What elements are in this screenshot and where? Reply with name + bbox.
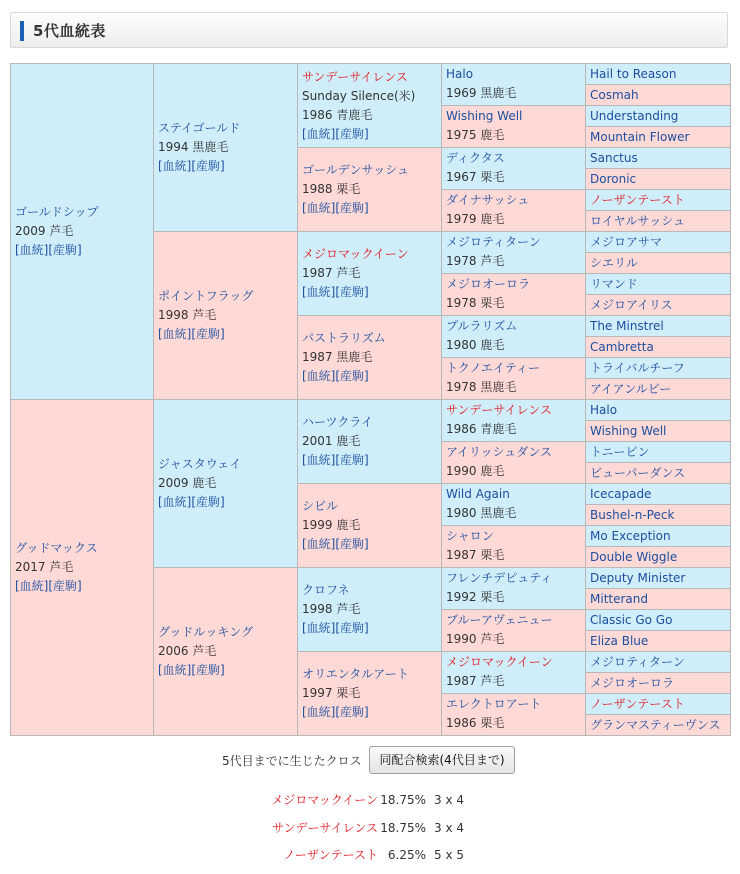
- cross-percentage: 18.75%: [380, 821, 426, 835]
- horse-links: [302, 451, 437, 470]
- gen4-cell: [442, 316, 586, 358]
- gen3-cell: [298, 232, 442, 316]
- horse-year-color: 1997 栗毛: [302, 686, 361, 700]
- horse-links: [158, 157, 293, 176]
- horse-name-link[interactable]: シャロン: [446, 529, 494, 543]
- horse-name-link[interactable]: メジロティターン: [446, 235, 541, 249]
- horse-name-link[interactable]: Sanctus: [590, 151, 638, 165]
- horse-name-link[interactable]: サンデーサイレンス: [302, 69, 408, 84]
- horse-name-link[interactable]: フレンチデピュティ: [446, 571, 553, 585]
- section-header: [10, 12, 728, 48]
- pedigree-link[interactable]: [血統]: [302, 621, 336, 635]
- gen5-cell: [586, 295, 731, 316]
- horse-name-link[interactable]: ロイヤルサッシュ: [590, 214, 686, 228]
- pedigree-link[interactable]: [血統]: [302, 285, 336, 299]
- gen5-cell: [586, 211, 731, 232]
- horse-name-link[interactable]: シエリル: [590, 256, 639, 270]
- gen5-cell: [586, 673, 731, 694]
- gen4-cell: [442, 358, 586, 400]
- gen5-cell: [586, 400, 731, 421]
- horse-name-link[interactable]: プルラリズム: [446, 319, 518, 333]
- gen4-cell: [442, 652, 586, 694]
- gen5-cell: [586, 337, 731, 358]
- page-title: 5代血統表: [33, 22, 106, 40]
- offspring-link[interactable]: [産駒]: [335, 621, 369, 635]
- horse-year-color: 1980 鹿毛: [446, 338, 505, 352]
- horse-name-link[interactable]: オリエンタルアート: [302, 667, 409, 681]
- gen3-cell: [298, 400, 442, 484]
- horse-year-color: 1969 黒鹿毛: [446, 86, 517, 100]
- cross-item: [0, 819, 740, 837]
- gen3-cell: [298, 568, 442, 652]
- cross-percentage: 18.75%: [380, 793, 426, 807]
- gen4-cell: [442, 106, 586, 148]
- gen5-cell: [586, 547, 731, 568]
- horse-year-color: 1987 芦毛: [302, 266, 361, 280]
- horse-links: [302, 367, 437, 386]
- horse-year-color: 1967 栗毛: [446, 170, 505, 184]
- horse-links: [302, 535, 437, 554]
- horse-year-color: 1978 黒鹿毛: [446, 380, 517, 394]
- gen5-cell: [586, 64, 731, 85]
- horse-year-color: 1987 黒鹿毛: [302, 350, 373, 364]
- gen5-cell: [586, 169, 731, 190]
- cross-generation: 3 x 4: [434, 793, 464, 807]
- horse-year-color: 2001 鹿毛: [302, 434, 361, 448]
- horse-year-color: 1987 芦毛: [446, 674, 505, 688]
- horse-english-name: Sunday Silence(米): [302, 88, 416, 103]
- horse-year-color: 1990 鹿毛: [446, 464, 505, 478]
- horse-name-link[interactable]: クロフネ: [302, 583, 350, 597]
- gen4-cell: [442, 274, 586, 316]
- offspring-link[interactable]: [産駒]: [335, 537, 369, 551]
- horse-year-color: 1999 鹿毛: [302, 518, 361, 532]
- gen4-cell: [442, 568, 586, 610]
- cross-generation: 3 x 4: [434, 821, 464, 835]
- gen4-cell: [442, 484, 586, 526]
- gen3-cell: [298, 652, 442, 736]
- horse-name-link[interactable]: The Minstrel: [590, 319, 664, 333]
- horse-name-link[interactable]: Icecapade: [590, 487, 652, 501]
- pedigree-link[interactable]: [血統]: [302, 201, 336, 215]
- horse-year-color: 1986 青鹿毛: [302, 107, 373, 122]
- gen5-cell: [586, 358, 731, 379]
- horse-links: [302, 283, 437, 302]
- horse-name-link[interactable]: ノーザンテースト: [590, 193, 685, 207]
- gen4-cell: [442, 694, 586, 736]
- offspring-link[interactable]: [産駒]: [191, 495, 225, 509]
- horse-name-link[interactable]: トライバルチーフ: [590, 361, 685, 375]
- horse-links: [302, 619, 437, 638]
- horse-year-color: 2006 芦毛: [158, 644, 217, 658]
- gen2-cell: [154, 64, 298, 232]
- cross-percentage: 6.25%: [387, 848, 426, 862]
- gen5-cell: [586, 148, 731, 169]
- pedigree-link[interactable]: [血統]: [158, 327, 192, 341]
- horse-name-link[interactable]: ハーツクライ: [302, 415, 374, 429]
- horse-name-link[interactable]: Wishing Well: [590, 424, 667, 438]
- horse-name-link[interactable]: ジャスタウェイ: [158, 457, 242, 471]
- horse-name-link[interactable]: Deputy Minister: [590, 571, 686, 585]
- horse-name-link[interactable]: Mitterand: [590, 592, 648, 606]
- gen5-cell: [586, 379, 731, 400]
- horse-links: [302, 703, 437, 722]
- horse-name-link[interactable]: Wishing Well: [446, 109, 523, 123]
- horse-year-color: 1987 栗毛: [446, 548, 505, 562]
- horse-name-link[interactable]: トニービン: [590, 445, 650, 459]
- gen5-cell: [586, 190, 731, 211]
- horse-name-link[interactable]: Double Wiggle: [590, 550, 678, 564]
- horse-name-link[interactable]: メジロマックイーン: [446, 655, 553, 669]
- horse-name-link[interactable]: ゴールデンサッシュ: [302, 163, 410, 177]
- offspring-link[interactable]: [産駒]: [191, 159, 225, 173]
- horse-name-link[interactable]: アイリッシュダンス: [446, 445, 552, 459]
- horse-name-link[interactable]: グランマスティーヴンス: [590, 718, 721, 732]
- gen5-cell: [586, 316, 731, 337]
- horse-year-color: 1992 栗毛: [446, 590, 505, 604]
- horse-name-link[interactable]: グッドルッキング: [158, 625, 254, 639]
- pedigree-link[interactable]: [血統]: [302, 705, 336, 719]
- horse-name-link[interactable]: シビル: [302, 499, 339, 513]
- horse-links: [158, 661, 293, 680]
- horse-name-link[interactable]: トクノエイティー: [446, 361, 540, 375]
- cross-label: 5代目までに生じたクロス: [222, 754, 362, 768]
- horse-name-link[interactable]: ビューパーダンス: [590, 466, 686, 480]
- cross-generation: 5 x 5: [434, 848, 464, 862]
- horse-name-link[interactable]: メジロティターン: [590, 655, 685, 669]
- pedigree-link[interactable]: [血統]: [302, 537, 336, 551]
- cross-horse-link[interactable]: メジロマックイーン: [271, 793, 378, 807]
- gen4-cell: [442, 400, 586, 442]
- gen5-cell: [586, 463, 731, 484]
- horse-name-link[interactable]: ステイゴールド: [158, 121, 241, 135]
- gen1-cell: [11, 64, 154, 400]
- horse-name-link[interactable]: Mo Exception: [590, 529, 671, 543]
- gen5-cell: [586, 274, 731, 295]
- pedigree-link[interactable]: [血統]: [15, 579, 49, 593]
- gen5-cell: [586, 505, 731, 526]
- gen5-cell: [586, 232, 731, 253]
- gen3-cell: [298, 484, 442, 568]
- pedigree-link[interactable]: [血統]: [158, 663, 192, 677]
- gen2-cell: [154, 400, 298, 568]
- pedigree-link[interactable]: [血統]: [158, 495, 192, 509]
- horse-year-color: 1986 青鹿毛: [446, 422, 517, 436]
- horse-name-link[interactable]: ダイナサッシュ: [446, 193, 530, 207]
- horse-year-color: 1980 黒鹿毛: [446, 506, 517, 520]
- horse-year-color: 1978 栗毛: [446, 296, 505, 310]
- horse-name-link[interactable]: サンデーサイレンス: [446, 403, 552, 417]
- gen3-cell: [298, 316, 442, 400]
- horse-links: [15, 241, 149, 260]
- offspring-link[interactable]: [産駒]: [48, 243, 82, 257]
- horse-year-color: 2017 芦毛: [15, 560, 74, 574]
- gen4-cell: [442, 232, 586, 274]
- horse-year-color: 1990 芦毛: [446, 632, 505, 646]
- cross-item: [0, 791, 740, 809]
- pedigree-link[interactable]: [血統]: [158, 159, 192, 173]
- cross-horse-link[interactable]: ノーザンテースト: [283, 848, 378, 862]
- gen5-cell: [586, 652, 731, 673]
- horse-year-color: 1975 鹿毛: [446, 128, 505, 142]
- horse-name-link[interactable]: Doronic: [590, 172, 637, 186]
- horse-year-color: 2009 鹿毛: [158, 476, 217, 490]
- horse-year-color: 1986 栗毛: [446, 716, 505, 730]
- horse-name-link[interactable]: グッドマックス: [15, 541, 98, 555]
- offspring-link[interactable]: [産駒]: [335, 369, 369, 383]
- offspring-link[interactable]: [産駒]: [48, 579, 82, 593]
- gen4-cell: [442, 148, 586, 190]
- horse-name-link[interactable]: メジロアイリス: [590, 298, 673, 312]
- horse-name-link[interactable]: メジロオーロラ: [590, 676, 675, 690]
- horse-year-color: 1988 栗毛: [302, 182, 361, 196]
- same-mating-search-button[interactable]: 同配合検索(4代目まで): [369, 746, 515, 774]
- horse-name-link[interactable]: メジロオーロラ: [446, 277, 531, 291]
- gen4-cell: [442, 442, 586, 484]
- offspring-link[interactable]: [産駒]: [335, 285, 369, 299]
- gen5-cell: [586, 85, 731, 106]
- pedigree-link[interactable]: [血統]: [15, 243, 49, 257]
- gen5-cell: [586, 631, 731, 652]
- horse-name-link[interactable]: アイアンルビー: [590, 382, 672, 396]
- gen4-cell: [442, 610, 586, 652]
- gen5-cell: [586, 127, 731, 148]
- horse-year-color: 1998 芦毛: [158, 308, 217, 322]
- horse-name-link[interactable]: ディクタス: [446, 151, 505, 165]
- horse-year-color: 1979 鹿毛: [446, 212, 505, 226]
- offspring-link[interactable]: [産駒]: [335, 201, 369, 215]
- gen5-cell: [586, 442, 731, 463]
- cross-item: [0, 846, 740, 864]
- horse-year-color: 1978 芦毛: [446, 254, 505, 268]
- horse-links: [15, 577, 149, 596]
- cross-horse-link[interactable]: サンデーサイレンス: [272, 821, 378, 835]
- horse-year-color: 1998 芦毛: [302, 602, 361, 616]
- horse-name-link[interactable]: Bushel-n-Peck: [590, 508, 675, 522]
- gen2-cell: [154, 568, 298, 736]
- gen3-cell: [298, 64, 442, 148]
- horse-year-color: 2009 芦毛: [15, 224, 74, 238]
- gen5-cell: [586, 694, 731, 715]
- offspring-link[interactable]: [産駒]: [191, 663, 225, 677]
- horse-name-link[interactable]: Cambretta: [590, 340, 654, 354]
- gen4-cell: [442, 526, 586, 568]
- gen4-cell: [442, 190, 586, 232]
- gen5-cell: [586, 484, 731, 505]
- gen1-cell: [11, 400, 154, 736]
- horse-name-link[interactable]: メジロマックイーン: [302, 247, 409, 261]
- horse-name-link[interactable]: ゴールドシップ: [15, 205, 99, 219]
- horse-year-color: 1994 黒鹿毛: [158, 140, 229, 154]
- gen2-cell: [154, 232, 298, 400]
- gen5-cell: [586, 610, 731, 631]
- horse-name-link[interactable]: Understanding: [590, 109, 679, 123]
- horse-links: [302, 199, 437, 218]
- gen5-cell: [586, 526, 731, 547]
- horse-links: [302, 125, 437, 144]
- horse-name-link[interactable]: メジロアサマ: [590, 235, 663, 249]
- horse-name-link[interactable]: ポイントフラッグ: [158, 289, 254, 303]
- horse-name-link[interactable]: ノーザンテースト: [590, 697, 685, 711]
- pedigree-link[interactable]: [血統]: [302, 369, 336, 383]
- horse-links: [158, 325, 293, 344]
- gen5-cell: [586, 106, 731, 127]
- pedigree-table: [10, 63, 730, 736]
- gen5-cell: [586, 715, 731, 736]
- horse-name-link[interactable]: Halo: [590, 403, 618, 417]
- horse-name-link[interactable]: ブルーアヴェニュー: [446, 613, 553, 627]
- horse-name-link[interactable]: Mountain Flower: [590, 130, 690, 144]
- horse-links: [158, 493, 293, 512]
- pedigree-link[interactable]: [血統]: [302, 126, 336, 141]
- header-accent-bar: [20, 21, 24, 41]
- horse-name-link[interactable]: Classic Go Go: [590, 613, 673, 627]
- gen5-cell: [586, 421, 731, 442]
- horse-name-link[interactable]: リマンド: [590, 277, 638, 291]
- horse-name-link[interactable]: パストラリズム: [302, 331, 386, 345]
- horse-name-link[interactable]: Halo: [446, 67, 474, 81]
- gen5-cell: [586, 253, 731, 274]
- horse-name-link[interactable]: Eliza Blue: [590, 634, 649, 648]
- horse-name-link[interactable]: Hail to Reason: [590, 67, 677, 81]
- gen5-cell: [586, 589, 731, 610]
- offspring-link[interactable]: [産駒]: [335, 705, 369, 719]
- gen3-cell: [298, 148, 442, 232]
- offspring-link[interactable]: [産駒]: [335, 453, 369, 467]
- offspring-link[interactable]: [産駒]: [335, 126, 369, 141]
- pedigree-link[interactable]: [血統]: [302, 453, 336, 467]
- gen4-cell: [442, 64, 586, 106]
- horse-name-link[interactable]: Cosmah: [590, 88, 639, 102]
- gen5-cell: [586, 568, 731, 589]
- horse-name-link[interactable]: エレクトロアート: [446, 697, 542, 711]
- offspring-link[interactable]: [産駒]: [191, 327, 225, 341]
- horse-name-link[interactable]: Wild Again: [446, 487, 510, 501]
